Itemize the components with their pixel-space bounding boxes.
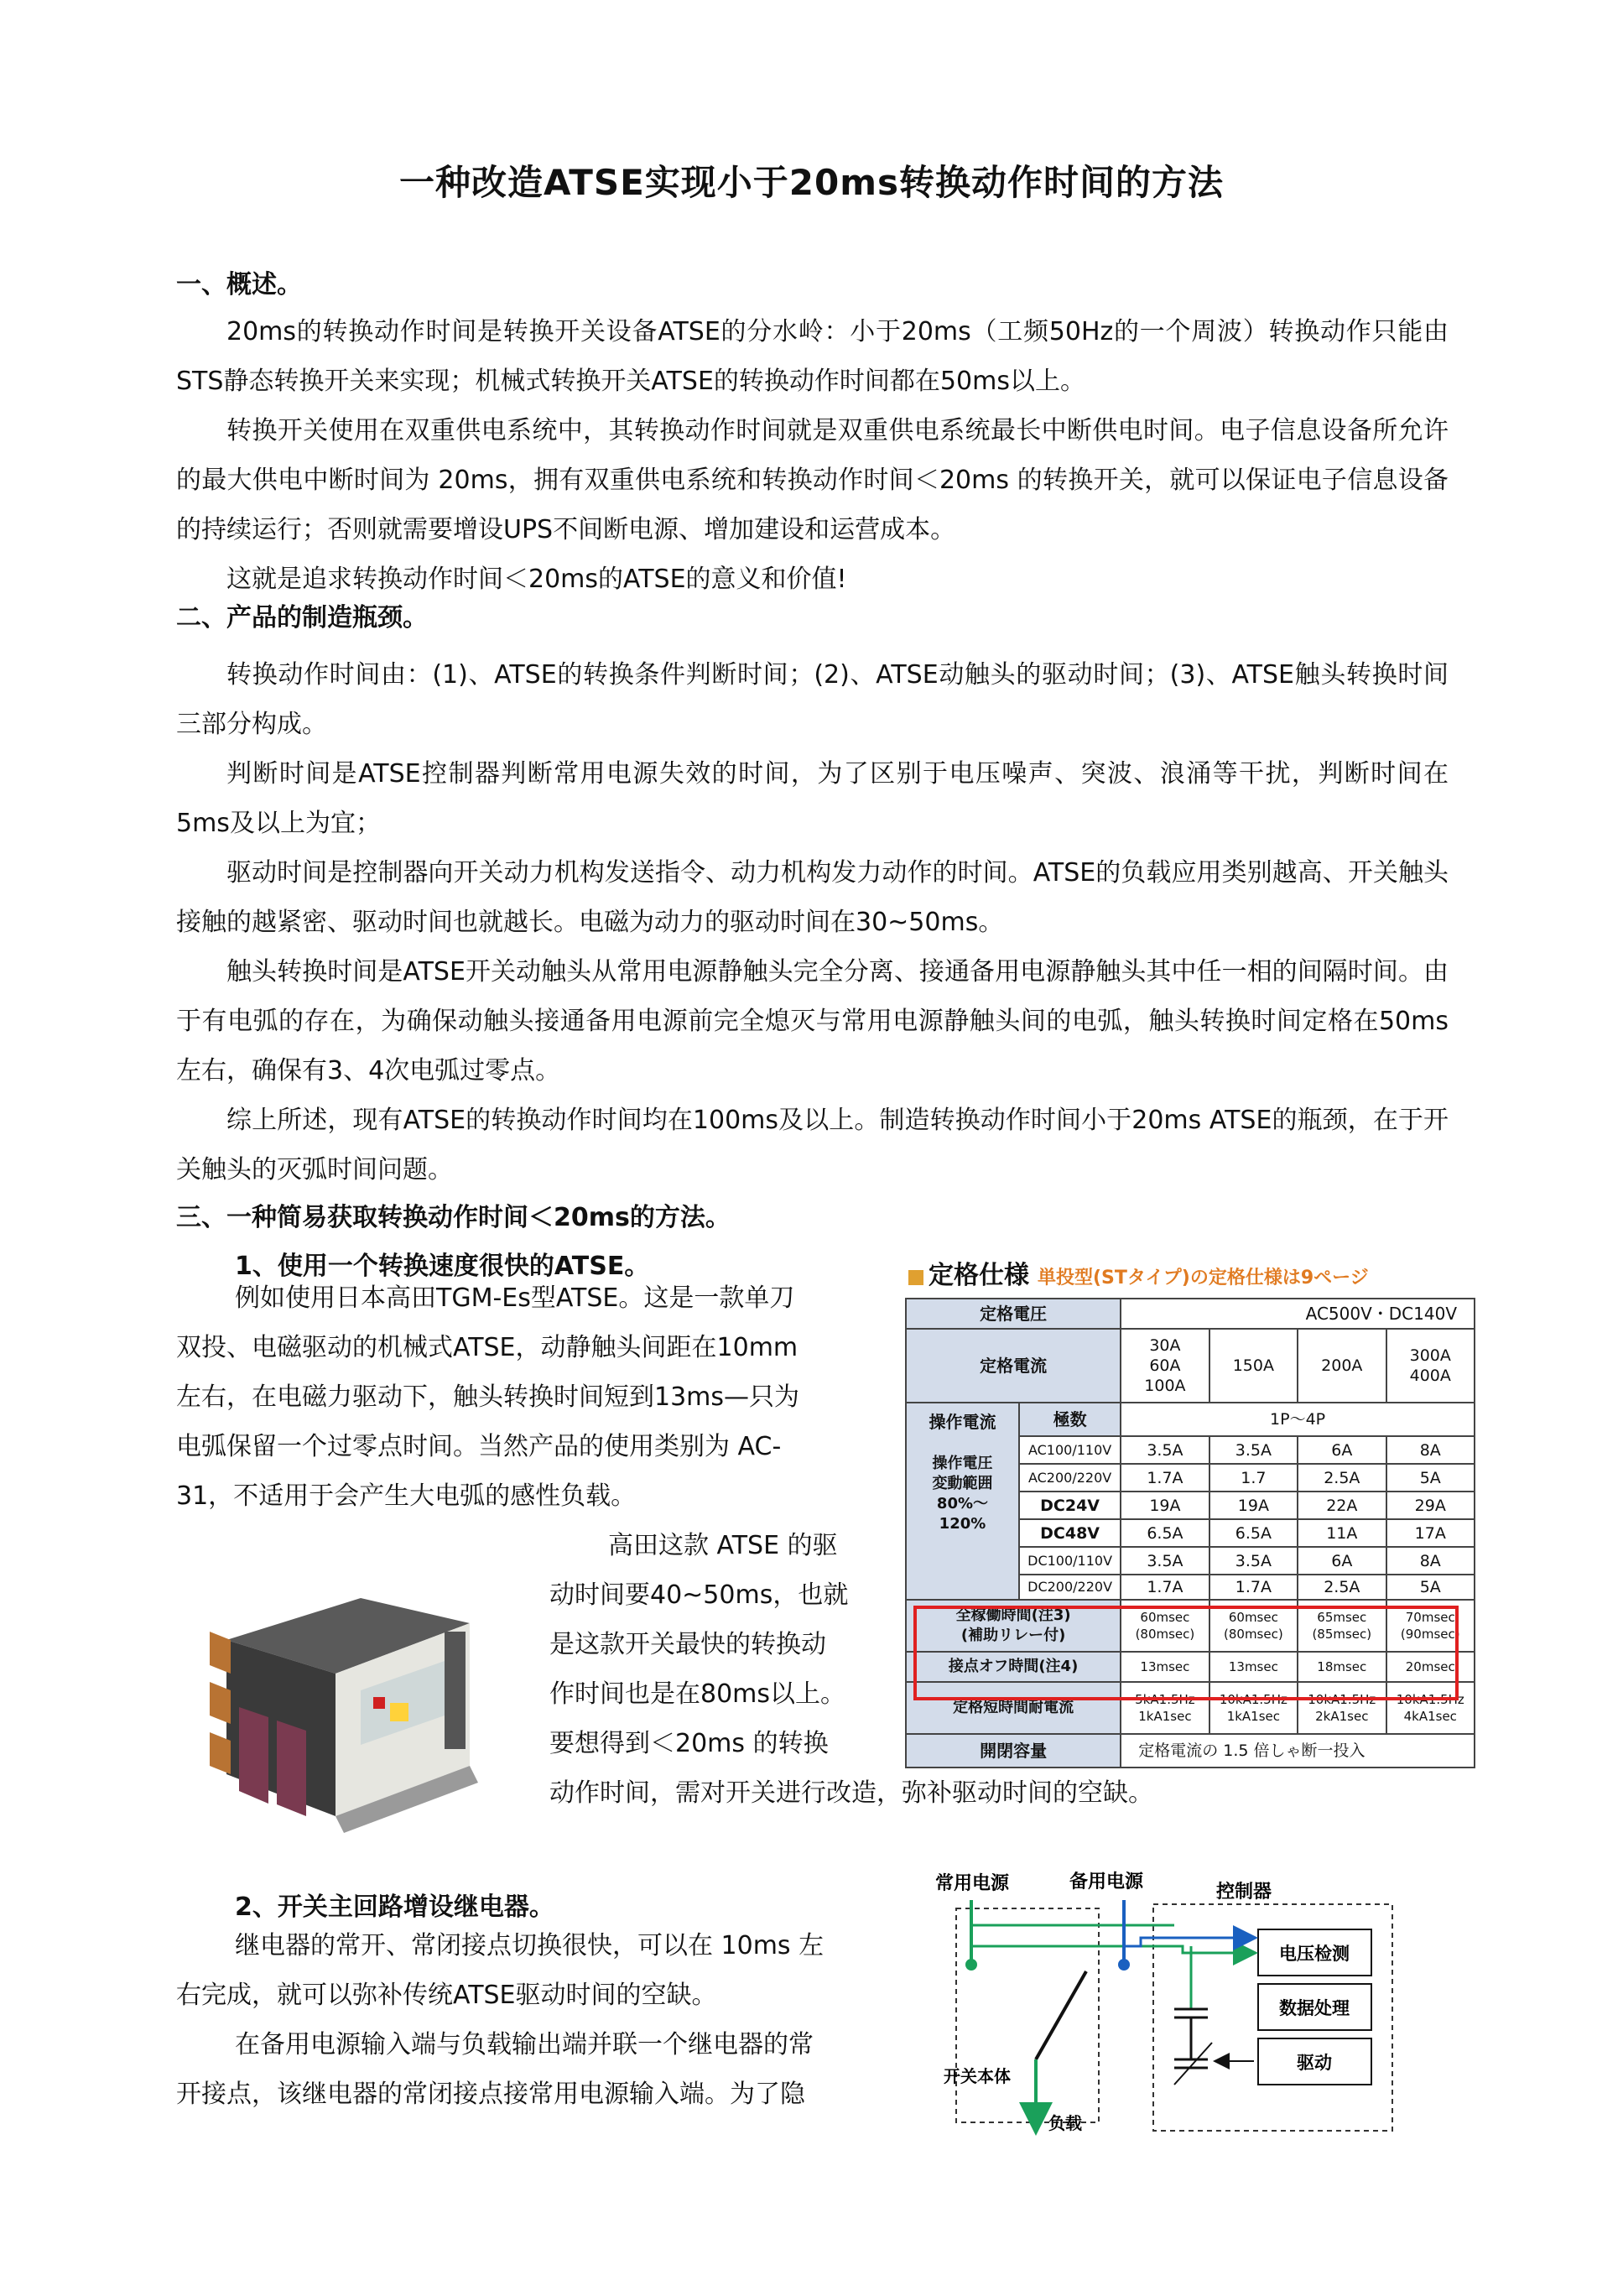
sub1-line: 例如使用日本高田TGM-Es型ATSE。这是一款单刀 [235,1283,795,1313]
rated-current-cell: 150A [1209,1329,1298,1403]
controller-label: 控制器 [1216,1881,1272,1902]
op-range-label: 操作電圧 変動範囲 80%～ 120% [932,1455,993,1533]
sub1-line: 双投、电磁驱动的机械式ATSE，动静触头间距在10mm [176,1333,798,1362]
value-cell: 19A [1209,1492,1298,1519]
spec-heading-bar [905,1257,1454,1294]
section1-heading: 一、概述。 [176,270,302,299]
sub1-right-line: 高田这款 ATSE 的驱 [608,1531,838,1560]
total-time-cell: 60msec (80msec) [1121,1600,1209,1652]
drive-label: 驱动 [1297,2054,1332,2073]
rated-current-cell: 30A 60A 100A [1121,1329,1209,1403]
short-time-cell: 10kA1.5Hz 4kA1sec [1386,1682,1475,1734]
short-time-cell: 5kA1.5Hz 1kA1sec [1121,1682,1209,1734]
voltage-cell: DC200/220V [1019,1575,1121,1600]
contact-off-cell: 13msec [1121,1652,1209,1682]
value-cell: 11A [1298,1519,1386,1547]
section2-p1: 转换动作时间由：(1)、ATSE的转换条件判断时间；(2)、ATSE动触头的驱动时间；(3)、ATSE触头转换时间三部分构成。 [176,660,1449,739]
backup-source-label: 备用电源 [1069,1871,1144,1892]
switch-blade [1036,1971,1086,2059]
backup-contact-dot [1118,1959,1130,1971]
sub2-line: 继电器的常开、常闭接点切换很快，可以在 10ms 左 [235,1931,825,1960]
voltage-cell: DC100/110V [1019,1547,1121,1575]
poles-label: 極数 [1019,1403,1121,1436]
value-cell: 6.5A [1121,1519,1209,1547]
highlight-box [913,1606,1459,1700]
value-cell: 5A [1386,1575,1475,1600]
section3-sub2: 2、开关主回路增设继电器。 [235,1893,554,1922]
value-cell: 1.7A [1121,1464,1209,1492]
sub1-line: 31，不适用于会产生大电弧的感性负载。 [176,1481,637,1511]
sub1-right-line: 要想得到＜20ms 的转换 [549,1729,829,1758]
sub1-line: 左右，在电磁力驱动下，触头转换时间短到13ms—只为 [176,1382,800,1412]
spec-table-image [905,1257,1464,1783]
section1-body [176,307,1449,604]
short-time-cell: 10kA1.5Hz 2kA1sec [1298,1682,1386,1734]
value-cell: 2.5A [1298,1464,1386,1492]
spec-heading: 定格仕様 [929,1261,1029,1290]
spec-note: 単投型(STタイプ)の定格仕様は9ページ [1038,1268,1369,1289]
sub1-right-line: 作时间也是在80ms以上。 [549,1679,846,1709]
value-cell: 6A [1298,1547,1386,1575]
section1-p2: 转换开关使用在双重供电系统中，其转换动作时间就是双重供电系统最长中断供电时间。电子信息设备所允许的最大供电中断时间为 20ms，拥有双重供电系统和转换动作时间＜20ms 的转换开关，就可以保证电子信息设备的持续运行；否则就需要增设UPS不间断电源、增加建设和运营成本。 [176,416,1449,544]
sub1-right-text [549,1521,877,1768]
normal-sense-line [971,1946,1253,1953]
value-cell: 5A [1386,1464,1475,1492]
circuit-diagram [931,1862,1401,2139]
capacity-label: 開閉容量 [906,1734,1121,1768]
rated-voltage-value: AC500V・DC140V [1121,1299,1475,1329]
normal-contact-dot [965,1959,977,1971]
rated-current-label: 定格電流 [906,1329,1121,1403]
section1-p3: 这就是追求转换动作时间＜20ms的ATSE的意义和价值! [226,565,847,594]
op-current-cell [906,1403,1019,1600]
value-cell: 29A [1386,1492,1475,1519]
section2-p3: 驱动时间是控制器向开关动力机构发送指令、动力机构发力动作的时间。ATSE的负载应用类别越高、开关触头接触的越紧密、驱动时间也就越长。电磁为动力的驱动时间在30~50ms。 [176,858,1449,937]
square-bullet-icon [908,1270,923,1285]
section2-p5: 综上所述，现有ATSE的转换动作时间均在100ms及以上。制造转换动作时间小于20ms ATSE的瓶颈，在于开关触头的灭弧时间问题。 [176,1106,1449,1184]
value-cell: 19A [1121,1492,1209,1519]
contact-off-label: 接点オフ時間(注4) [906,1652,1121,1682]
section2-p2: 判断时间是ATSE控制器判断常用电源失效的时间，为了区别于电压噪声、突波、浪涌等干扰，判断时间在5ms及以上为宜； [176,759,1449,838]
section3-heading: 三、一种简易获取转换动作时间＜20ms的方法。 [176,1203,731,1232]
value-cell: 3.5A [1121,1547,1209,1575]
value-cell: 1.7 [1209,1464,1298,1492]
value-cell: 3.5A [1209,1436,1298,1464]
value-cell: 3.5A [1209,1547,1298,1575]
poles-value: 1P～4P [1121,1403,1475,1436]
short-time-label: 定格短時間耐電流 [906,1682,1121,1734]
sub2-line: 开接点，该继电器的常闭接点接常用电源输入端。为了隐 [176,2080,805,2109]
sub2-text [176,1921,897,2119]
sub1-text [176,1273,877,1521]
total-time-label: 全稼働時間(注3) (補助リレー付) [906,1600,1121,1652]
rated-current-cell: 200A [1298,1329,1386,1403]
voltage-cell: DC48V [1019,1519,1121,1547]
value-cell: 2.5A [1298,1575,1386,1600]
op-current-label: 操作電流 [929,1412,996,1432]
rated-current-cell: 300A 400A [1386,1329,1475,1403]
load-label: 负载 [1048,2115,1082,2133]
value-cell: 3.5A [1121,1436,1209,1464]
page-title: 一种改造ATSE实现小于20ms转换动作时间的方法 [398,162,1225,203]
value-cell: 1.7A [1209,1575,1298,1600]
data-process-label: 数据处理 [1279,1999,1350,2018]
sub1-right-line: 是这款开关最快的转换动 [549,1630,826,1659]
total-time-cell: 70msec (90msec) [1386,1600,1475,1652]
rated-voltage-label: 定格電圧 [906,1299,1121,1329]
atse-product-photo [193,1565,528,1833]
section2-p4: 触头转换时间是ATSE开关动触头从常用电源静触头完全分离、接通备用电源静触头其中任一相的间隔时间。由于有电弧的存在，为确保动触头接通备用电源前完全熄灭与常用电源静触头间的电弧，触头转换时间定格在50ms左右，确保有3、4次电弧过零点。 [176,957,1449,1086]
contact-off-cell: 13msec [1209,1652,1298,1682]
capacity-value: 定格電流の 1.5 倍しゃ断一投入 [1121,1734,1475,1768]
contact-off-cell: 18msec [1298,1652,1386,1682]
short-time-cell: 10kA1.5Hz 1kA1sec [1209,1682,1298,1734]
value-cell: 22A [1298,1492,1386,1519]
value-cell: 8A [1386,1547,1475,1575]
section2-body [176,650,1449,1195]
total-time-cell: 65msec (85msec) [1298,1600,1386,1652]
sub2-line: 右完成，就可以弥补传统ATSE驱动时间的空缺。 [176,1981,717,2010]
value-cell: 17A [1386,1519,1475,1547]
section3-sub1: 1、使用一个转换速度很快的ATSE。 [235,1252,650,1281]
sub1-final-line: 动作时间，需对开关进行改造，弥补驱动时间的空缺。 [549,1778,1153,1808]
sub1-right-line: 动时间要40~50ms，也就 [549,1580,849,1610]
value-cell: 6A [1298,1436,1386,1464]
contact-off-cell: 20msec [1386,1652,1475,1682]
voltage-cell: DC24V [1019,1492,1121,1519]
value-cell: 6.5A [1209,1519,1298,1547]
total-time-cell: 60msec (80msec) [1209,1600,1298,1652]
voltage-cell: AC200/220V [1019,1464,1121,1492]
sub2-line: 在备用电源输入端与负载输出端并联一个继电器的常 [235,2030,814,2059]
relay-diagonal [1174,2043,1212,2085]
sub1-line: 电弧保留一个过零点时间。当然产品的使用类别为 AC- [176,1432,782,1461]
value-cell: 8A [1386,1436,1475,1464]
voltage-detect-label: 电压检测 [1279,1945,1350,1964]
voltage-cell: AC100/110V [1019,1436,1121,1464]
value-cell: 1.7A [1121,1575,1209,1600]
normal-source-label: 常用电源 [935,1872,1010,1893]
section2-heading: 二、产品的制造瓶颈。 [176,603,428,633]
section1-p1: 20ms的转换动作时间是转换开关设备ATSE的分水岭：小于20ms（工频50Hz的一个周波）转换动作只能由STS静态转换开关来实现；机械式转换开关ATSE的转换动作时间都在50ms以上。 [176,317,1449,396]
switch-body-label: 开关本体 [944,2068,1011,2086]
switch-body-box [956,1908,1099,2122]
